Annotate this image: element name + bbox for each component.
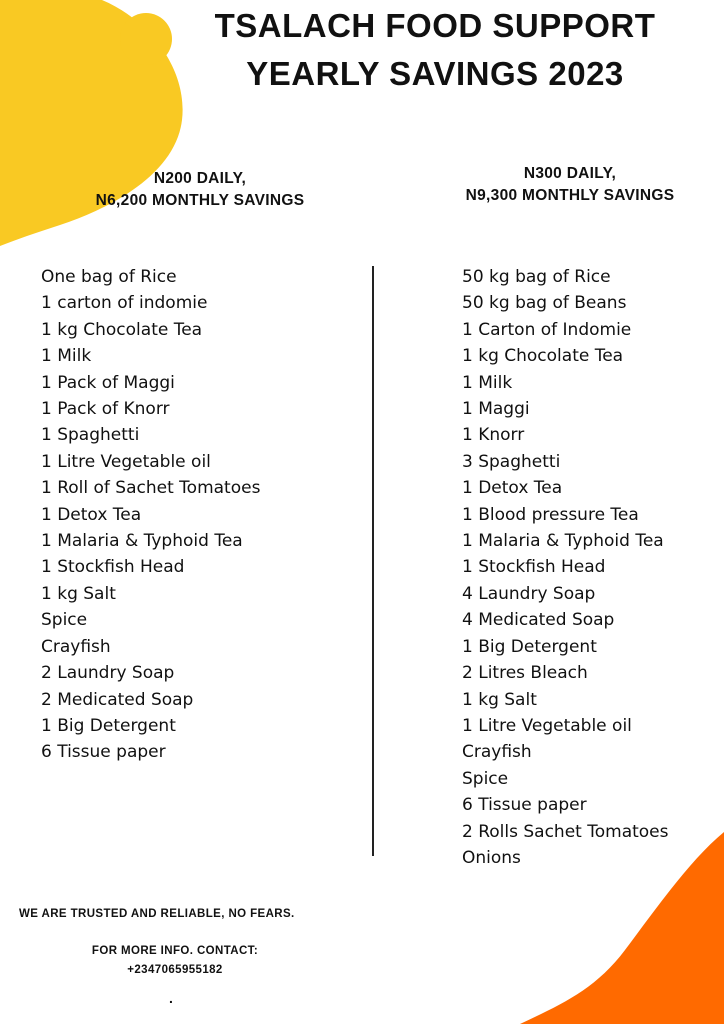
plan-left-item: 1 Stockfish Head: [41, 557, 185, 578]
plan-left-item: 1 Pack of Maggi: [41, 372, 175, 393]
plan-left-items: [41, 264, 260, 766]
plan-left-item: 1 carton of indomie: [41, 293, 208, 314]
contact-label: FOR MORE INFO. CONTACT:: [91, 945, 259, 957]
plan-left-item: 1 Detox Tea: [41, 504, 142, 525]
plan-right-item: 1 Big Detergent: [462, 636, 597, 657]
plan-left-item: 1 Spaghetti: [41, 425, 140, 446]
plan-right-item: 2 Litres Bleach: [462, 663, 588, 684]
plan-right-item: 4 Laundry Soap: [462, 583, 596, 604]
plan-right-item: 4 Medicated Soap: [462, 610, 615, 631]
plan-left-item: 1 kg Chocolate Tea: [41, 319, 203, 340]
plan-right-item: 1 kg Salt: [462, 689, 537, 710]
plan-right-item: 6 Tissue paper: [462, 795, 587, 816]
plan-right-items: [462, 264, 669, 871]
plan-left-item: 1 Big Detergent: [41, 715, 176, 736]
column-divider: [372, 266, 374, 856]
plan-right-item: 1 Malaria & Typhoid Tea: [462, 531, 664, 552]
plan-right-item: 50 kg bag of Rice: [462, 267, 611, 287]
plan-left-item: 1 Roll of Sachet Tomatoes: [41, 478, 261, 499]
plan-right-item: 1 Blood pressure Tea: [462, 504, 639, 525]
plan-left-item: 1 kg Salt: [41, 583, 116, 604]
plan-right-item: 1 Litre Vegetable oil: [462, 715, 632, 736]
plan-left-daily: N200 DAILY,: [153, 170, 247, 187]
footer-dot: .: [169, 990, 173, 1006]
title-line-2: YEARLY SAVINGS 2023: [246, 55, 624, 92]
plan-left-item: 2 Medicated Soap: [41, 689, 194, 710]
plan-left-monthly: N6,200 MONTHLY SAVINGS: [95, 192, 305, 209]
plan-left-item: One bag of Rice: [41, 267, 177, 287]
plan-left-item: 2 Laundry Soap: [41, 663, 175, 684]
plan-left-item: 1 Malaria & Typhoid Tea: [41, 531, 243, 552]
plan-right-item: 1 Milk: [462, 372, 513, 393]
contact-block: [40, 942, 310, 980]
plan-left-item: 1 Pack of Knorr: [41, 399, 170, 420]
contact-phone: +2347065955182: [127, 964, 223, 976]
plan-right-daily: N300 DAILY,: [523, 165, 617, 182]
plan-right-item: Crayfish: [462, 742, 532, 763]
plan-left-item: Spice: [41, 610, 88, 631]
plan-right-heading: [420, 163, 720, 207]
plan-right-item: 1 Detox Tea: [462, 478, 563, 499]
page-title: [175, 2, 695, 98]
plan-right-item: 1 Carton of Indomie: [462, 319, 632, 340]
plan-right-item: Spice: [462, 768, 509, 789]
plan-left-item: Crayfish: [41, 636, 111, 657]
plan-right-item: Onions: [462, 847, 521, 868]
yellow-dot: [120, 13, 172, 65]
plan-right-item: 50 kg bag of Beans: [462, 293, 627, 314]
trust-statement: WE ARE TRUSTED AND RELIABLE, NO FEARS.: [19, 908, 295, 920]
plan-right-item: 1 Knorr: [462, 425, 525, 446]
plan-right-item: 1 kg Chocolate Tea: [462, 346, 624, 367]
plan-right-monthly: N9,300 MONTHLY SAVINGS: [465, 187, 675, 204]
title-line-1: TSALACH FOOD SUPPORT: [214, 7, 656, 44]
plan-right-item: 1 Stockfish Head: [462, 557, 606, 578]
plan-left-heading: [30, 168, 370, 212]
plan-right-item: 1 Maggi: [462, 399, 530, 420]
plan-left-item: 6 Tissue paper: [41, 742, 166, 763]
plan-left-item: 1 Milk: [41, 346, 92, 367]
plan-left-item: 1 Litre Vegetable oil: [41, 451, 211, 472]
plan-right-item: 2 Rolls Sachet Tomatoes: [462, 821, 669, 842]
plan-right-item: 3 Spaghetti: [462, 451, 561, 472]
